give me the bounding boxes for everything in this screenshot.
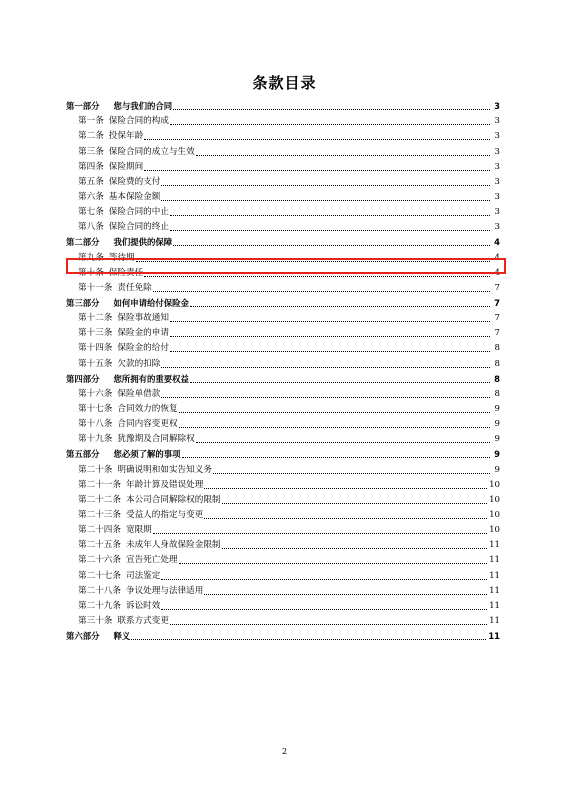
toc-number: 第十四条: [78, 343, 113, 354]
dot-leader: [153, 532, 487, 534]
toc-part-row[interactable]: [66, 627, 500, 642]
toc-number: 第十五条: [78, 358, 113, 369]
toc-page-number: 9: [494, 434, 500, 445]
toc-number: 第二十条: [78, 464, 113, 475]
toc-number: 第五条: [78, 176, 104, 187]
toc-number: 第十条: [78, 267, 104, 278]
page-title: 条款目录: [252, 74, 317, 92]
toc-label: 诉讼时效: [125, 600, 161, 611]
toc-page-number: 10: [489, 494, 500, 505]
table-of-contents: [66, 97, 500, 642]
toc-article-row[interactable]: [66, 521, 500, 536]
toc-number: 第十一条: [78, 282, 113, 293]
dot-leader: [144, 138, 490, 140]
toc-number: 第十八条: [78, 419, 113, 430]
toc-page-number: 4: [494, 267, 500, 278]
toc-label: 联系方式变更: [117, 615, 169, 626]
toc-article-row[interactable]: [66, 415, 500, 430]
toc-label: 等待期: [108, 252, 135, 263]
toc-article-row[interactable]: [66, 612, 500, 627]
toc-article-row[interactable]: [66, 551, 500, 566]
dot-leader: [153, 290, 490, 292]
dot-leader: [173, 244, 490, 246]
toc-number: 第六条: [78, 191, 104, 202]
toc-article-row[interactable]: [66, 476, 500, 491]
dot-leader: [170, 229, 490, 231]
toc-page-number: 7: [494, 282, 500, 293]
dot-leader: [173, 108, 490, 110]
toc-number: 第二十二条: [78, 494, 121, 505]
dot-leader: [170, 320, 490, 322]
toc-page-number: 8: [494, 343, 500, 354]
toc-article-row[interactable]: [66, 309, 500, 324]
toc-number: 第十九条: [78, 434, 113, 445]
toc-number: 第十二条: [78, 313, 113, 324]
toc-page-number: 10: [489, 479, 500, 490]
toc-article-row[interactable]: [66, 491, 500, 506]
toc-label: 欠款的扣除: [117, 358, 161, 369]
toc-article-row[interactable]: [66, 536, 500, 551]
toc-label: 犹豫期及合同解除权: [117, 434, 195, 445]
toc-page-number: 3: [494, 222, 500, 233]
toc-page-number: 9: [494, 419, 500, 430]
toc-label: 合同内容变更权: [117, 419, 178, 430]
toc-page-number: 7: [494, 297, 500, 308]
toc-label: 保险合同的终止: [108, 222, 169, 233]
toc-article-row[interactable]: [66, 203, 500, 218]
dot-leader: [170, 623, 487, 625]
toc-page-number: 4: [494, 237, 500, 248]
toc-page-number: 10: [489, 525, 500, 536]
toc-label: 您必须了解的事项: [113, 449, 181, 460]
dot-leader: [170, 214, 490, 216]
page-number: 2: [281, 747, 288, 756]
toc-number: 第十三条: [78, 328, 113, 339]
toc-part-row[interactable]: [66, 97, 500, 112]
toc-page-number: 8: [494, 388, 500, 399]
toc-page-number: 9: [494, 464, 500, 475]
toc-number: 第五部分: [66, 449, 100, 460]
toc-label: 如何申请给付保险金: [113, 297, 189, 308]
toc-label: 投保年龄: [108, 131, 144, 142]
toc-label: 责任免除: [117, 282, 152, 293]
toc-article-row[interactable]: [66, 506, 500, 521]
toc-page-number: 8: [494, 373, 500, 384]
toc-number: 第二条: [78, 131, 104, 142]
toc-label: 保险事故通知: [117, 313, 169, 324]
toc-number: 第一部分: [66, 101, 100, 112]
toc-label: 本公司合同解除权的限制: [125, 494, 221, 505]
toc-article-row[interactable]: [66, 460, 500, 475]
toc-page-number: 3: [494, 207, 500, 218]
toc-article-row[interactable]: [66, 127, 500, 142]
toc-article-row[interactable]: [66, 324, 500, 339]
toc-number: 第三十条: [78, 615, 113, 626]
toc-number: 第三部分: [66, 297, 100, 308]
toc-article-row[interactable]: [66, 188, 500, 203]
highlight-box: [66, 258, 506, 274]
dot-leader: [131, 638, 486, 640]
toc-number: 第三条: [78, 146, 104, 157]
toc-label: 司法鉴定: [125, 570, 161, 581]
toc-page-number: 3: [494, 101, 500, 112]
toc-number: 第七条: [78, 207, 104, 218]
toc-page-number: 10: [489, 509, 500, 520]
dot-leader: [190, 305, 490, 307]
toc-label: 保险单借款: [117, 388, 161, 399]
toc-label: 受益人的指定与变更: [125, 509, 204, 520]
dot-leader: [170, 335, 490, 337]
dot-leader: [170, 123, 490, 125]
toc-article-row[interactable]: [66, 597, 500, 612]
toc-number: 第八条: [78, 222, 104, 233]
toc-part-row[interactable]: [66, 233, 500, 248]
toc-page-number: 7: [494, 328, 500, 339]
toc-number: 第一条: [78, 116, 104, 127]
toc-label: 我们提供的保障: [113, 237, 173, 248]
toc-label: 保险期间: [108, 161, 144, 172]
dot-leader: [161, 396, 490, 398]
dot-leader: [196, 154, 490, 156]
toc-part-row[interactable]: [66, 294, 500, 309]
toc-number: 第十七条: [78, 403, 113, 414]
toc-page-number: 9: [494, 403, 500, 414]
toc-label: 基本保险金额: [108, 191, 161, 202]
toc-article-row[interactable]: [66, 339, 500, 354]
toc-article-row[interactable]: [66, 430, 500, 445]
toc-page-number: 11: [489, 615, 500, 626]
toc-label: 合同效力的恢复: [117, 403, 178, 414]
toc-label: 您所拥有的重要权益: [113, 373, 189, 384]
toc-article-row[interactable]: [66, 354, 500, 369]
dot-leader: [204, 593, 487, 595]
toc-page-number: 3: [494, 131, 500, 142]
toc-number: 第二十三条: [78, 509, 121, 520]
toc-page-number: 3: [494, 176, 500, 187]
toc-page-number: 4: [494, 252, 500, 263]
toc-label: 释义: [113, 631, 131, 642]
dot-leader: [144, 169, 490, 171]
dot-leader: [170, 350, 490, 352]
toc-page-number: 11: [489, 555, 500, 566]
toc-article-row[interactable]: [66, 279, 500, 294]
toc-label: 保险费的支付: [108, 176, 161, 187]
toc-page-number: 8: [494, 358, 500, 369]
dot-leader: [182, 456, 491, 458]
toc-article-row[interactable]: [66, 400, 500, 415]
dot-leader: [213, 472, 490, 474]
toc-label: 您与我们的合同: [113, 101, 173, 112]
toc-number: 第九条: [78, 252, 104, 263]
toc-page-number: 11: [489, 570, 500, 581]
toc-number: 第二十五条: [78, 540, 121, 551]
toc-page-number: 3: [494, 146, 500, 157]
toc-label: 保险金的给付: [117, 343, 169, 354]
toc-number: 第二十九条: [78, 600, 121, 611]
toc-page-number: 11: [489, 585, 500, 596]
toc-number: 第二部分: [66, 237, 100, 248]
dot-leader: [161, 578, 487, 580]
dot-leader: [161, 184, 490, 186]
toc-page-number: 3: [494, 161, 500, 172]
toc-label: 未成年人身故保险金限制: [125, 540, 221, 551]
toc-label: 年龄计算及错误处理: [125, 479, 204, 490]
toc-number: 第四部分: [66, 373, 100, 384]
toc-article-row[interactable]: [66, 158, 500, 173]
toc-article-row[interactable]: [66, 218, 500, 233]
toc-article-row[interactable]: [66, 112, 500, 127]
toc-page-number: 11: [489, 600, 500, 611]
toc-part-row[interactable]: [66, 370, 500, 385]
toc-page-number: 11: [489, 540, 500, 551]
dot-leader: [204, 517, 487, 519]
toc-label: 明确说明和如实告知义务: [117, 464, 212, 475]
toc-number: 第六部分: [66, 631, 100, 642]
toc-article-row[interactable]: [66, 582, 500, 597]
toc-number: 第二十七条: [78, 570, 121, 581]
toc-number: 第二十六条: [78, 555, 121, 566]
toc-number: 第十六条: [78, 388, 113, 399]
toc-part-row[interactable]: [66, 445, 500, 460]
toc-number: 第二十四条: [78, 525, 121, 536]
dot-leader: [222, 547, 488, 549]
toc-page-number: 11: [488, 631, 500, 642]
toc-label: 保险合同的构成: [108, 116, 169, 127]
toc-article-row[interactable]: [66, 142, 500, 157]
toc-article-row[interactable]: [66, 566, 500, 581]
dot-leader: [204, 487, 487, 489]
toc-number: 第二十八条: [78, 585, 121, 596]
toc-page-number: 7: [494, 313, 500, 324]
toc-label: 宽限期: [125, 525, 152, 536]
dot-leader: [161, 608, 487, 610]
toc-number: 第四条: [78, 161, 104, 172]
dot-leader: [179, 562, 488, 564]
dot-leader: [161, 199, 490, 201]
toc-label: 保险合同的成立与生效: [108, 146, 195, 157]
toc-page-number: 3: [494, 116, 500, 127]
dot-leader: [179, 426, 490, 428]
dot-leader: [144, 275, 490, 277]
toc-label: 保险责任: [108, 267, 144, 278]
toc-page-number: 3: [494, 191, 500, 202]
toc-number: 第二十一条: [78, 479, 121, 490]
dot-leader: [190, 381, 490, 383]
dot-leader: [179, 411, 490, 413]
dot-leader: [222, 502, 488, 504]
toc-label: 保险金的申请: [117, 328, 169, 339]
toc-label: 宣告死亡处理: [125, 555, 178, 566]
dot-leader: [196, 441, 490, 443]
toc-article-row[interactable]: [66, 173, 500, 188]
toc-label: 保险合同的中止: [108, 207, 169, 218]
toc-article-row[interactable]: [66, 385, 500, 400]
toc-label: 争议处理与法律适用: [125, 585, 204, 596]
dot-leader: [161, 366, 490, 368]
toc-page-number: 9: [494, 449, 500, 460]
